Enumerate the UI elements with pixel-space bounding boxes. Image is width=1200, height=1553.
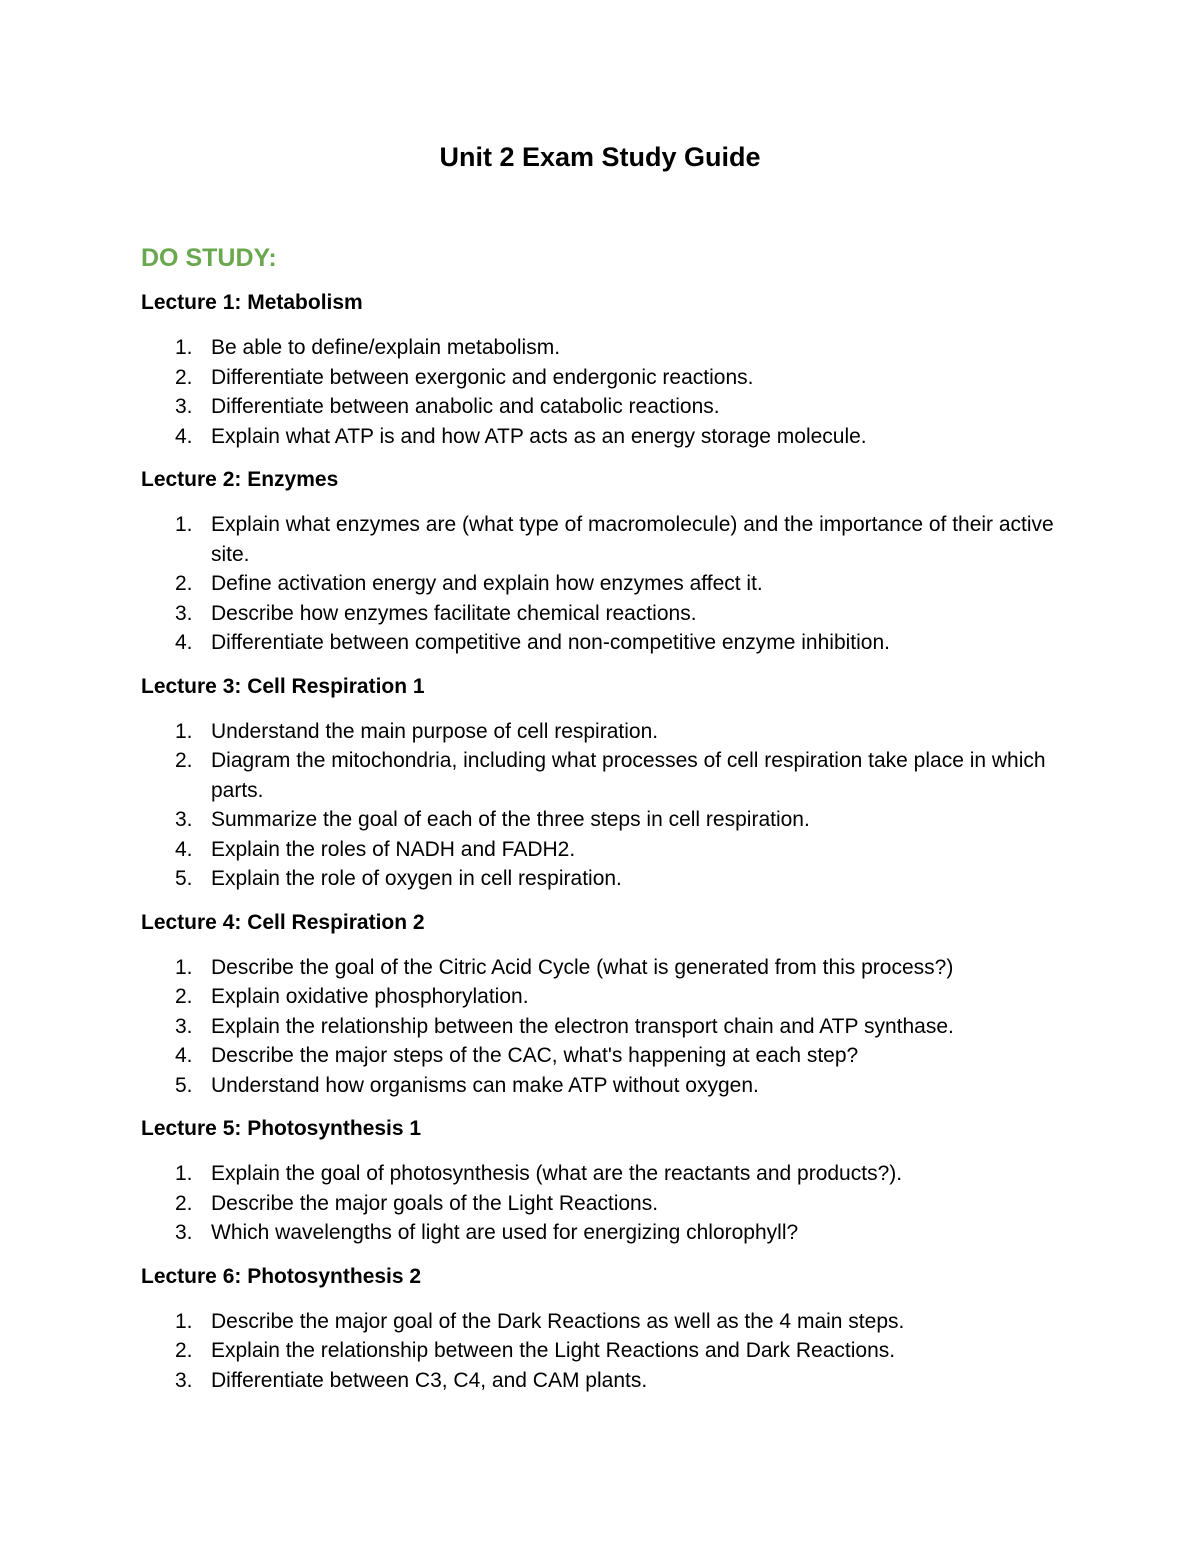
list-item-number: 3. [175,395,193,418]
list-item-text: Explain the goal of photosynthesis (what are the reactants and products?). [211,1162,903,1185]
list-item-number: 3. [175,1368,193,1392]
list-item [141,982,1071,1012]
list-item [141,1189,1071,1219]
lecture-heading: Lecture 2: Enzymes [141,468,339,491]
list-item [141,333,1071,363]
list-item [141,953,1071,983]
lecture-section [141,1114,1071,1248]
list-item [141,835,1071,865]
list-item-number: 2. [175,749,193,772]
list-item-number: 1. [175,513,193,536]
list-item-number: 2. [175,1191,193,1215]
lecture-section [141,465,1071,658]
objective-list [141,1159,1071,1248]
list-item-number: 2. [175,572,193,595]
objective-list [141,333,1071,451]
lecture-sections [141,288,1071,1409]
list-item-number: 2. [175,985,193,1008]
list-item-number: 2. [175,1339,193,1362]
list-item [141,599,1071,629]
list-item [141,1159,1071,1189]
objective-list [141,1307,1071,1396]
objective-list [141,510,1071,658]
list-item-number: 4. [175,837,193,861]
list-item-number: 3. [175,808,193,831]
lecture-heading: Lecture 3: Cell Respiration 1 [141,674,425,698]
list-item-text: Explain the roles of NADH and FADH2. [211,837,576,861]
lecture-heading: Lecture 6: Photosynthesis 2 [141,1264,422,1288]
list-item-number: 4. [175,1044,193,1067]
list-item-text: Be able to define/explain metabolism. [211,336,561,359]
list-item-number: 1. [175,1309,193,1333]
list-item-text: Summarize the goal of each of the three steps in cell respiration. [211,808,810,831]
list-item-text: Differentiate between exergonic and endergonic reactions. [211,365,754,389]
list-item-number: 3. [175,1014,193,1038]
list-item-number: 5. [175,1073,193,1097]
list-item [141,569,1071,599]
list-item-text: Explain what enzymes are (what type of macromolecule) and the importance of their active site. [211,513,1054,566]
lecture-heading: Lecture 5: Photosynthesis 1 [141,1117,422,1140]
lecture-section [141,1262,1071,1396]
list-item [141,1218,1071,1248]
list-item-number: 4. [175,424,193,448]
lecture-section [141,672,1071,894]
lecture-heading: Lecture 1: Metabolism [141,291,363,314]
lecture-heading: Lecture 4: Cell Respiration 2 [141,910,425,934]
list-item-number: 1. [175,955,193,979]
list-item-number: 4. [175,631,193,654]
list-item [141,864,1071,894]
list-item-text: Differentiate between anabolic and catabolic reactions. [211,395,720,418]
lecture-section [141,288,1071,451]
list-item-number: 5. [175,867,193,890]
list-item [141,1307,1071,1337]
list-item-text: Explain the relationship between the Light Reactions and Dark Reactions. [211,1339,896,1362]
list-item-text: Describe the major goals of the Light Reactions. [211,1191,659,1215]
list-item [141,717,1071,747]
list-item-text: Differentiate between C3, C4, and CAM plants. [211,1368,648,1392]
list-item-number: 2. [175,365,193,389]
list-item-text: Explain what ATP is and how ATP acts as an energy storage molecule. [211,424,867,448]
list-item-text: Define activation energy and explain how enzymes affect it. [211,572,763,595]
list-item [141,1366,1071,1396]
objective-list [141,953,1071,1101]
list-item-text: Describe how enzymes facilitate chemical reactions. [211,601,697,625]
list-item-number: 1. [175,719,193,743]
list-item-text: Understand the main purpose of cell respiration. [211,719,659,743]
list-item-text: Understand how organisms can make ATP without oxygen. [211,1073,759,1097]
list-item-text: Describe the goal of the Citric Acid Cycle (what is generated from this process?) [211,955,954,979]
list-item [141,1071,1071,1101]
list-item [141,805,1071,835]
objective-list [141,717,1071,894]
list-item [141,392,1071,422]
list-item-text: Describe the major goal of the Dark Reactions as well as the 4 main steps. [211,1309,905,1333]
list-item [141,1336,1071,1366]
list-item-text: Explain the role of oxygen in cell respiration. [211,867,622,890]
document-title: Unit 2 Exam Study Guide [439,142,761,172]
do-study-heading: DO STUDY: [141,244,277,272]
list-item-text: Explain the relationship between the electron transport chain and ATP synthase. [211,1014,954,1038]
list-item [141,422,1071,452]
list-item [141,628,1071,658]
lecture-section [141,908,1071,1101]
list-item [141,510,1071,569]
list-item [141,746,1071,805]
list-item-number: 1. [175,1162,193,1185]
list-item-text: Describe the major steps of the CAC, what's happening at each step? [211,1044,859,1067]
list-item-text: Diagram the mitochondria, including what processes of cell respiration take place in which parts. [211,749,1046,802]
list-item [141,1041,1071,1071]
list-item-text: Differentiate between competitive and non-competitive enzyme inhibition. [211,631,890,654]
list-item-number: 3. [175,1221,193,1244]
list-item [141,1012,1071,1042]
list-item-text: Explain oxidative phosphorylation. [211,985,529,1008]
list-item-number: 3. [175,601,193,625]
list-item-text: Which wavelengths of light are used for energizing chlorophyll? [211,1221,799,1244]
list-item-number: 1. [175,336,193,359]
list-item [141,363,1071,393]
